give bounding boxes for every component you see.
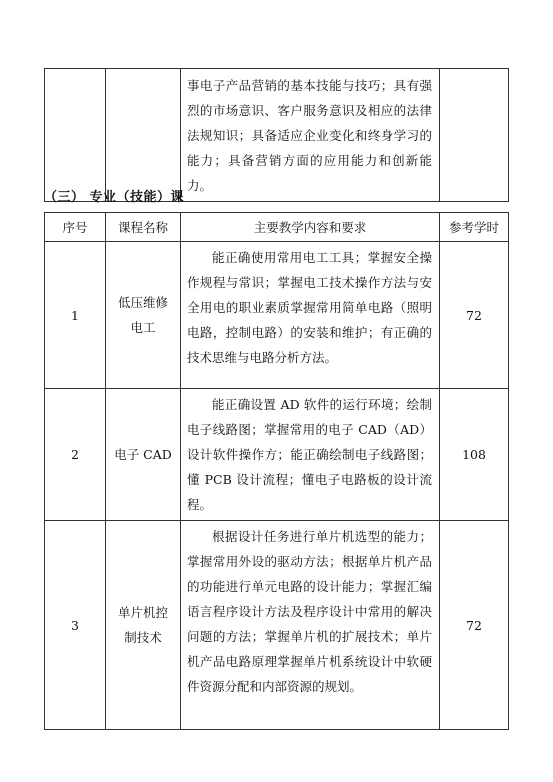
content-cell: 根据设计任务进行单片机选型的能力；掌握常用外设的驱动方法；根据单片机产品的功能进行单元电路的设计能力；掌握汇编语言程序设计方法及程序设计中常用的解决问题的方法；掌握单片机的扩展技术；单片机产品电路原理掌握单片机系统设计中软硬件资源分配和内部资源的规划。 xyxy=(181,521,440,730)
hours-cell: 108 xyxy=(440,389,509,521)
content-cell: 事电子产品营销的基本技能与技巧；具有强烈的市场意识、客户服务意识及相应的法律法规知识；具备适应企业变化和终身学习的能力；具备营销方面的应用能力和创新能力。 xyxy=(181,69,440,202)
table-row xyxy=(45,69,509,202)
seq-cell: 1 xyxy=(45,242,106,389)
hours-cell xyxy=(440,69,509,202)
course-name-cell: 单片机控制技术 xyxy=(106,521,181,730)
section-heading: （三） 专业（技能）课 xyxy=(44,190,185,205)
hours-cell: 72 xyxy=(440,242,509,389)
header-name: 课程名称 xyxy=(106,213,181,242)
table-row xyxy=(45,521,509,730)
header-content: 主要教学内容和要求 xyxy=(181,213,440,242)
continued-table xyxy=(44,68,509,202)
table-header-row xyxy=(45,213,509,242)
course-name-cell: 低压维修电工 xyxy=(106,242,181,389)
seq-cell: 3 xyxy=(45,521,106,730)
seq-cell xyxy=(45,69,106,202)
course-name-cell: 电子 CAD xyxy=(106,389,181,521)
table-row xyxy=(45,389,509,521)
content-cell: 能正确使用常用电工工具；掌握安全操作规程与常识；掌握电工技术操作方法与安全用电的职业素质掌握常用简单电路（照明电路，控制电路）的安装和维护；有正确的技术思维与电路分析方法。 xyxy=(181,242,440,389)
course-table xyxy=(44,212,509,730)
header-hours: 参考学时 xyxy=(440,213,509,242)
course-name-cell xyxy=(106,69,181,202)
seq-cell: 2 xyxy=(45,389,106,521)
table-row xyxy=(45,242,509,389)
hours-cell: 72 xyxy=(440,521,509,730)
header-seq: 序号 xyxy=(45,213,106,242)
content-cell: 能正确设置 AD 软件的运行环境；绘制电子线路图；掌握常用的电子 CAD（AD）设计软件操作方；能正确绘制电子线路图；懂 PCB 设计流程；懂电子电路板的设计流程。 xyxy=(181,389,440,521)
